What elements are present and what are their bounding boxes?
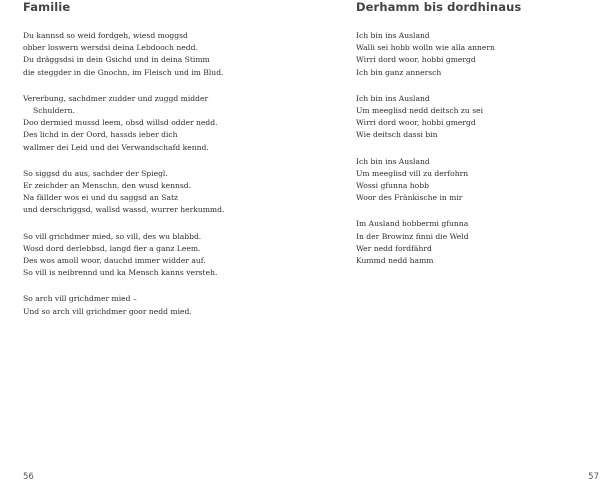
poem-line: Wer nedd fordfährd xyxy=(356,243,432,253)
stanza xyxy=(23,231,224,280)
stanza xyxy=(23,168,224,217)
poem-derhamm xyxy=(356,30,495,281)
poem-line: wallmer dei Leid und dei Verwandschafd kennd. xyxy=(23,142,209,152)
poem-line: Des wos amoll woor, dauchd immer widder auf. xyxy=(23,256,206,266)
poem-line: Um meeglisd vill zu derfohrn xyxy=(356,168,469,178)
poem-line: Ich bin ins Ausland xyxy=(356,31,430,40)
poem-line: Woor des Fränkische in mir xyxy=(356,193,463,203)
poem-line: So vill is neibrennd und ka Mensch kanns versteh. xyxy=(23,268,218,278)
poem-line: So arch vill grichdmer mied – xyxy=(23,294,137,304)
poem-line: Vererbung, sachdmer zudder und zuggd midder xyxy=(23,93,209,103)
poem-line: und derschriggsd, wallsd wassd, wurrer herkummd. xyxy=(23,205,225,215)
poem-line: Um meeglisd nedd deitsch zu sei xyxy=(356,106,484,116)
poem-line: Des lichd in der Oord, hassds ieber dich xyxy=(23,130,178,140)
poem-line: Wirri dord woor, hobbi gmergd xyxy=(356,55,476,65)
poem-line: So siggsd du aus, sachder der Spiegl. xyxy=(23,168,168,178)
poem-line: Wirri dord woor, hobbi gmergd xyxy=(356,118,476,128)
poem-line: Doo dermied mussd leem, obsd willsd odder nedd. xyxy=(23,118,218,128)
stanza xyxy=(356,218,495,267)
poem-line: Wossi gfunna hobb xyxy=(356,181,429,191)
poem-familie xyxy=(23,30,224,332)
page-number-left: 56 xyxy=(23,472,34,482)
poem-line: Du kannsd so weid fordgeh, wiesd moggsd xyxy=(23,31,188,40)
poem-line: Na fällder wos ei und du saggsd an Satz xyxy=(23,193,179,203)
poem-line: Er zeichder an Menschn, den wusd kennsd. xyxy=(23,181,192,191)
stanza xyxy=(356,30,495,79)
poem-line: Ich bin ins Ausland xyxy=(356,156,430,166)
poem-line: Ich bin ganz annersch xyxy=(356,67,442,77)
poem-line: Ich bin ins Ausland xyxy=(356,93,430,103)
right-page xyxy=(306,0,613,490)
poem-line: Im Ausland hobbermi gfunna xyxy=(356,219,469,229)
poem-line: Wie deitsch dassi bin xyxy=(356,130,438,140)
page-title-left: Familie xyxy=(23,0,71,14)
poem-line: Und so arch vill grichdmer goor nedd mied. xyxy=(23,306,192,316)
poem-line: So vill grichdmer mied, so vill, des wu blabbd. xyxy=(23,231,202,241)
page-number-right: 57 xyxy=(588,472,599,482)
poem-line: Walli sei hobb wolln wie alla annern xyxy=(356,43,495,53)
stanza xyxy=(23,93,224,154)
poem-line: Du dräggsdsi in dein Gsichd und in deina Stimm xyxy=(23,55,210,65)
poem-line: In der Browinz finni die Weld xyxy=(356,231,469,241)
stanza xyxy=(356,93,495,142)
poem-line: die steggder in die Gnochn, im Fleisch und im Blud. xyxy=(23,67,224,77)
stanza xyxy=(23,293,224,317)
poem-line: Schuldern. xyxy=(33,106,75,116)
poem-line: obber loswern wersdsi deina Lebdooch nedd. xyxy=(23,43,198,53)
poem-line: Wosd dord derlebbsd, langd fier a ganz Leem. xyxy=(23,243,201,253)
stanza xyxy=(356,156,495,205)
left-page xyxy=(0,0,306,490)
stanza xyxy=(23,30,224,79)
page-title-right: Derhamm bis dordhinaus xyxy=(356,0,522,14)
poem-line: Kummd nedd hamm xyxy=(356,256,434,266)
